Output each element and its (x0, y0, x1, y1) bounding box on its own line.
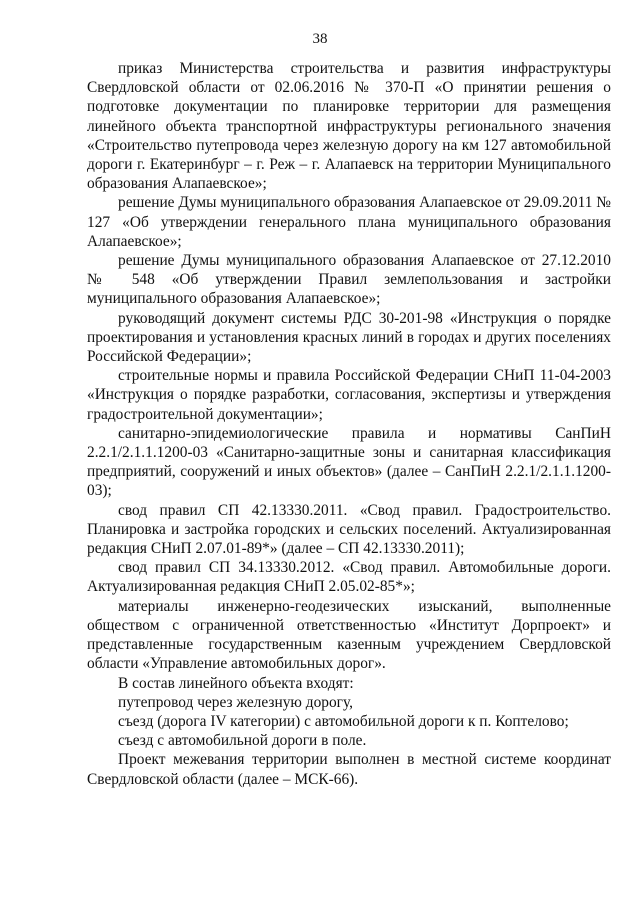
paragraph-coordinate-system: Проект межевания территории выполнен в местной системе координат Свердловской области (далее – МСК-66). (87, 751, 611, 788)
paragraph-sanpin-rules: санитарно-эпидемиологические правила и нормативы СанПиН 2.2.1/2.1.1.1200-03 «Санитарно-защитные зоны и санитарная классификация предприятий, сооружений и иных объектов» (далее – СанПиН 2.2.1/2.1.1.1200-03); (87, 424, 611, 500)
paragraph-sp-42: свод правил СП 42.13330.2011. «Свод правил. Градостроительство. Планировка и застройка городских и сельских поселений. Актуализированная редакция СНиП 2.07.01-89*» (далее – СП 42.13330.2011); (87, 501, 611, 558)
paragraph-object-exit-field: съезд с автомобильной дороги в поле. (118, 732, 367, 750)
paragraph-survey-materials: материалы инженерно-геодезических изысканий, выполненные обществом с ограниченной ответственностью «Институт Дорпроект» и представленные государственным казенным учреждением Свердловской области «Управление автомобильных дорог». (87, 597, 611, 673)
paragraph-object-overpass: путепровод через железную дорогу, (118, 693, 353, 711)
paragraph-object-composition-intro: В состав линейного объекта входят: (118, 674, 354, 692)
paragraph-duma-decision-general-plan: решение Думы муниципального образования Алапаевское от 29.09.2011 № 127 «Об утверждении генерального плана муниципального образования Алапаевское»; (87, 194, 611, 250)
paragraph-duma-decision-land-use-rules: решение Думы муниципального образования Алапаевское от 27.12.2010 № 548 «Об утверждении Правил землепользования и застройки муниципального образования Алапаевское»; (87, 252, 611, 308)
paragraph-order-ministry: приказ Министерства строительства и развития инфраструктуры Свердловской области от 02.06.2016 № 370-П «О принятии решения о подготовке документации по планировке территории для размещения линейного объекта транспортной инфраструктуры регионального значения «Строительство путепровода через железную дорогу на км 127 автомобильной дороги г. Екатеринбург – г. Реж – г. Алапаевск на территории Муниципального образования Алапаевское»; (87, 60, 611, 193)
paragraph-object-exit-koptelovo: съезд (дорога IV категории) с автомобильной дороги к п. Коптелово; (118, 712, 569, 730)
page-number: 38 (312, 31, 328, 47)
paragraph-rds-guidance: руководящий документ системы РДС 30-201-98 «Инструкция о порядке проектирования и установления красных линий в городах и других поселениях Российской Федерации»; (87, 309, 611, 366)
paragraph-sp-34: свод правил СП 34.13330.2012. «Свод правил. Автомобильные дороги. Актуализированная редакция СНиП 2.05.02-85*»; (87, 559, 611, 596)
paragraph-snip-building-norms: строительные нормы и правила Российской Федерации СНиП 11-04-2003 «Инструкция о порядке разработки, согласования, экспертизы и утверждения градостроительной документации»; (87, 367, 611, 423)
document-body (87, 59, 611, 789)
